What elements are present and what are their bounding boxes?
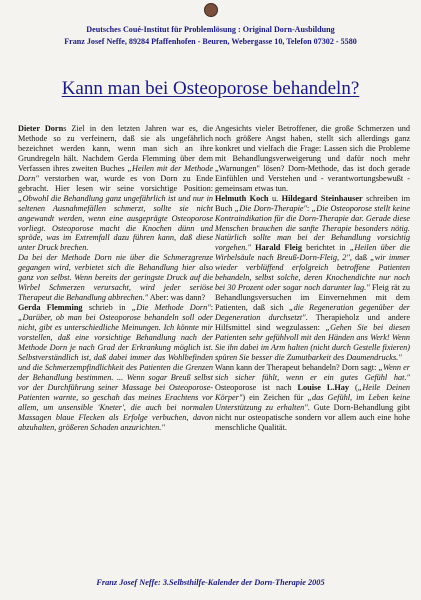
quote: „Die Osteoporose stellt keine Kontraindikation für die Dorn-Therapie dar. Gerade diese Menschen brauchen die sanfte Therapie besonders nötig. Natürlich sollte man bei der Behandlung vorsichtig vorgehen.": [215, 203, 410, 253]
quote: „Darüber, ob man bei Osteoporose behandeln soll oder nicht, gibt es unterschiedliche Meinungen. Ich könnte mir vorstellen, daß eine vorsichtige Behandlung nach der Methode Dorn je nach Grad der Erkrankung möglich ist. Selbstverständlich ist, daß dabei immer das Wohlbefinden und die Schmerzempfindlichkeit des Patienten die Grenzen der Behandlung bestimmen. ... Wenn sogar Breuß selbst vor der Durchführung seiner Massage bei Osteoporose-Patienten warnte, so geschah das meines Erachtens vor allem, um unsensible 'Kneter', die auch bei normalen Massagen blaue Flecken als Erfolge verbuchen, davon abzuhalten, größeren Schaden anzurichten.": [18, 313, 213, 432]
article-title: Kann man bei Osteoporose behandeln?: [61, 78, 360, 99]
book-title: „Heile Deinen Körper": [215, 382, 410, 402]
author-name: Hildegard Steinhauser: [281, 193, 363, 203]
institute-header: [10, 24, 411, 47]
page-footer: Franz Josef Neffe: 3.Selbsthilfe-Kalender der Dorn-Therapie 2005: [96, 578, 325, 587]
quote: Da bei der Methode Dorn nie über die Schmerzgrenze gegangen wird, verbietet sich die Behandlung hier also ganz von selbst. Wenn bereits der geringste Druck auf die Wirbel Schmerzen verursacht, wird jeder seriöse Therapeut die Behandlung abbrechen.": [18, 253, 213, 303]
book-title: „Die Dorn-Therapie": [234, 203, 308, 213]
quote: „das Gefühl, im Leben keine Unterstützung zu erhalten": [215, 392, 410, 412]
author-name: Gerda Flemming: [18, 303, 83, 313]
header-line-1: Deutsches Coué-Institut für Problemlösung : Original Dorn-Ausbildung: [86, 25, 335, 34]
quote: „Wenn er sich sicher fühlt, wenn er ein gutes Gefühl hat.": [215, 362, 410, 382]
book-title: „Heilen über die Wirbelsäule nach Breuß-Dorn-Fleig, 2": [215, 243, 410, 263]
right-paragraph-1: Angesichts vieler Betroffener, die große Schmerzen und noch größere Angst haben, stellt sich allerdings ganz konkret und vielfach die Frage: Lassen sich die Probleme mit Behandlungsverweigerung und dafür noch mehr „Warnungen" lösen? Dorn-Methode, das ist doch gerade Einfühlen und Verstehen und - verantwortungsbewußt - gemeinsam etwas tun.: [215, 124, 410, 193]
author-name: Dieter Dorn: [18, 124, 64, 133]
quote: „Obwohl die Behandlung ganz ungefährlich ist und nur in seltenen Ausnahmefällen schmerzt, sollte sie nicht angewandt werden, wenn eine ausgeprägte Osteoporose vorliegt. Osteoporose macht die Knochen dünn und spröde, was im Extremfall dazu führen kann, daß diese unter Druck brechen.: [18, 193, 213, 253]
left-column: [18, 124, 213, 572]
punch-hole: [204, 3, 218, 17]
right-paragraph-4: Wann kann der Therapeut behandeln? Dorn sagt: „Wenn er sich sicher fühlt, wenn er ein gutes Gefühl hat." Osteoporose ist nach Louise L.Hay („Heile Deinen Körper") ein Zeichen für „das Gefühl, im Leben keine Unterstützung zu erhalten". Gute Dorn-Behandlung gibt nicht nur osteopatische sondern vor allem auch eine hohe menschliche Qualität.: [215, 362, 410, 432]
author-name: Helmuth Koch: [215, 193, 269, 203]
quote: „Gehen Sie bei diesen Patienten sehr gefühlvoll mit den Händen ans Werk! Wenn Sie ihn dabei im Arm halten (nicht durch Gestelle fixieren) spüren Sie besser die Zumutbarkeit des Daumendrucks.": [215, 323, 410, 362]
author-name: Harald Fleig: [255, 243, 302, 253]
author-name: Louise L.Hay: [297, 382, 350, 392]
quote: „die Regeneration gegenüber der Degeneration durchsetzt": [215, 303, 410, 323]
book-title: „Die Methode Dorn": [131, 303, 211, 313]
right-paragraph-2: Helmuth Koch u. Hildegard Steinhauser schreiben im Buch „Die Dorn-Therapie": „Die Osteoporose stellt keine Kontraindikation für die Dorn-Therapie dar. Gerade diese Menschen brauchen die sanfte Therapie besonders nötig. Natürlich sollte man bei der Behandlung vorsichtig vorgehen." Harald Fleig berichtet in „Heilen über die Wirbelsäule nach Breuß-Dorn-Fleig, 2", daß „wir immer wieder verblüffend erfolgreich betroffene Patienten behandeln, selbst solche, deren Knochendichte nur noch bei 30 Prozent oder sogar noch darunter lag." Fleig rät zu Behandlungsversuchen im Einvernehmen mit dem Patienten, daß sich „die Regeneration gegenüber der Degeneration durchsetzt". Therapieholz und andere Hilfsmittel sind wegzulassen: „Gehen Sie bei diesen Patienten sehr gefühlvoll mit den Händen ans Werk! Wenn Sie ihn dabei im Arm halten (nicht durch Gestelle fixieren) spüren Sie besser die Zumutbarkeit des Daumendrucks.": [215, 193, 410, 362]
quote: „Warnungen": [215, 163, 260, 173]
left-paragraph-1: Dieter Dorns Ziel in den letzten Jahren war es, die Methode so zu verfeinern, daß sie als ungefährlich bezeichnet werden kann, wenn man sich an ihre Grundregeln hält. Nachdem Gerda Flemming über dem Verfassen ihres zweiten Buches „Heilen mit der Methode Dorn" verstorben war, wurde es von Dorn zu Ende gebracht. Hier lesen wir seine vorsichtige Position: „Obwohl die Behandlung ganz ungefährlich ist und nur in seltenen Ausnahmefällen schmerzt, sollte sie nicht angewandt werden, wenn eine ausgeprägte Osteoporose vorliegt. Osteoporose macht die Knochen dünn und spröde, was im Extremfall dazu führen kann, daß diese unter Druck brechen.: [18, 124, 213, 253]
quote: „wir immer wieder verblüffend erfolgreich betroffene Patienten behandeln, selbst solche, deren Knochendichte nur noch bei 30 Prozent oder sogar noch darunter lag.": [215, 253, 410, 293]
book-title: „Heilen mit der Methode Dorn": [18, 163, 213, 183]
right-column: [215, 124, 410, 572]
header-line-2: Franz Josef Neffe, 89284 Pfaffenhofen - Beuren, Webergasse 10, Telefon 07302 - 5580: [64, 36, 357, 46]
left-paragraph-3: Gerda Flemming schrieb in „Die Methode Dorn": „Darüber, ob man bei Osteoporose behandeln soll oder nicht, gibt es unterschiedliche Meinungen. Ich könnte mir vorstellen, daß eine vorsichtige Behandlung nach der Methode Dorn je nach Grad der Erkrankung möglich ist. Selbstverständlich ist, daß dabei immer das Wohlbefinden und die Schmerzempfindlichkeit des Patienten die Grenzen der Behandlung bestimmen. ... Wenn sogar Breuß selbst vor der Durchführung seiner Massage bei Osteoporose-Patienten warnte, so geschah das meines Erachtens vor allem, um unsensible 'Kneter', die auch bei normalen Massagen blaue Flecken als Erfolge verbuchen, davon abzuhalten, größeren Schaden anzurichten.": [18, 303, 213, 432]
left-paragraph-2: Da bei der Methode Dorn nie über die Schmerzgrenze gegangen wird, verbietet sich die Behandlung hier also ganz von selbst. Wenn bereits der geringste Druck auf die Wirbel Schmerzen verursacht, wird jeder seriöse Therapeut die Behandlung abbrechen." Aber: was dann?: [18, 253, 213, 303]
